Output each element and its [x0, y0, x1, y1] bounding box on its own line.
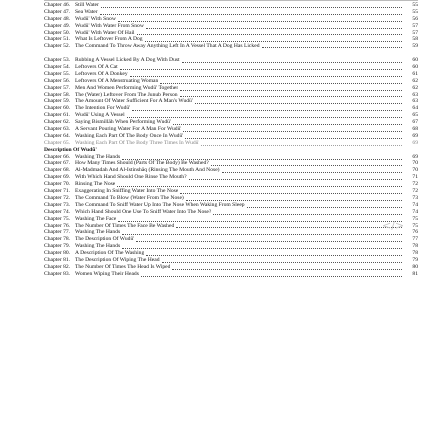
chapter-number: Chapter 82.: [44, 263, 71, 270]
chapter-title: Wudū' With Water From Snow: [75, 22, 144, 29]
chapter-number: Chapter 63.: [44, 126, 71, 133]
chapter-number: Chapter 74.: [44, 208, 71, 215]
toc-row[interactable]: [44, 257, 418, 264]
chapter-title: Women Wiping Their Heads: [75, 270, 139, 277]
toc-row[interactable]: [44, 30, 418, 37]
chapter-title: A Servant Pouring Water For A Man For Wudū': [75, 126, 182, 133]
chapter-number: Chapter 77.: [44, 229, 71, 236]
dot-leader: [222, 168, 402, 173]
toc-row[interactable]: [44, 167, 418, 174]
chapter-title: Leftovers Of A Cat: [75, 64, 118, 71]
chapter-title: Men And Women Performing Wudū' Together: [75, 84, 179, 91]
chapter-title: Washing The Hands: [75, 153, 121, 160]
chapter-title: Washing The Hands: [75, 229, 121, 236]
dot-leader: [189, 175, 402, 180]
page-number: 74: [412, 208, 418, 215]
toc-row[interactable]: [44, 43, 418, 57]
dot-leader: [182, 58, 402, 63]
dot-leader: [162, 258, 402, 263]
toc-row[interactable]: [44, 23, 418, 30]
dot-leader: [180, 92, 402, 97]
chapter-title: Washing The Face: [75, 215, 117, 222]
dot-leader: [145, 37, 402, 42]
chapter-number: Chapter 49.: [44, 22, 71, 29]
toc-row[interactable]: [44, 78, 418, 85]
chapter-title: The Command To Sniff Water Up Into The Nose When Waking From Sleep: [75, 201, 245, 208]
chapter-title: Which Hand Should One Use To Sniff Water Into The Nose?: [75, 208, 212, 215]
page-number: 65: [412, 112, 418, 119]
dot-leader: [186, 196, 402, 201]
toc-row[interactable]: [44, 85, 418, 92]
toc-row[interactable]: [44, 188, 418, 195]
chapter-title: The Number Of Times The Head Is Wiped: [75, 263, 171, 270]
toc-row[interactable]: [44, 57, 418, 64]
chapter-title: Leftovers Of A Donkey: [75, 70, 128, 77]
dot-leader: [120, 65, 402, 70]
chapter-number: Chapter 67.: [44, 160, 71, 167]
page-number: 71: [412, 174, 418, 181]
toc-row[interactable]: [44, 216, 418, 223]
toc-row[interactable]: [44, 126, 418, 133]
chapter-number: Chapter 78.: [44, 236, 71, 243]
page-number: 55: [412, 1, 418, 8]
page-number: 69: [412, 132, 418, 139]
page-number: 60: [412, 64, 418, 71]
chapter-number: Chapter 73.: [44, 201, 71, 208]
dot-leader: [180, 86, 402, 91]
dot-leader: [127, 113, 402, 118]
chapter-number: Chapter 46.: [44, 1, 71, 8]
dot-leader: [122, 230, 402, 235]
chapter-title: A Description Of The Washing: [75, 250, 145, 257]
toc-row[interactable]: [44, 154, 418, 161]
page-number: 69: [412, 153, 418, 160]
dot-leader: [118, 217, 402, 222]
dot-leader: [247, 203, 402, 208]
section-heading-text: Description Of Wudū': [44, 146, 97, 153]
dot-leader: [122, 244, 402, 249]
dot-leader: [211, 161, 402, 166]
chapter-number: Chapter 58.: [44, 91, 71, 98]
chapter-number: Chapter 54.: [44, 64, 71, 71]
chapter-number: Chapter 56.: [44, 77, 71, 84]
page-number: 78: [412, 243, 418, 250]
chapter-number: Chapter 83.: [44, 270, 71, 277]
chapter-number: Chapter 53.: [44, 57, 71, 64]
page-number: 81: [412, 270, 418, 277]
toc-row[interactable]: [44, 2, 418, 9]
chapter-title: Leftovers Of A Menstruating Woman: [75, 77, 159, 84]
page-number: 62: [412, 77, 418, 84]
page-number: 57: [412, 29, 418, 36]
toc-row[interactable]: [44, 195, 418, 202]
chapter-number: Chapter 70.: [44, 181, 71, 188]
dot-leader: [117, 182, 402, 187]
chapter-number: Chapter 79.: [44, 243, 71, 250]
page-number: 61: [412, 70, 418, 77]
chapter-title: Rinsing The Nose: [75, 181, 116, 188]
chapter-number: Chapter 62.: [44, 119, 71, 126]
toc-row[interactable]: [44, 174, 418, 181]
toc-row[interactable]: [44, 64, 418, 71]
toc-row[interactable]: [44, 236, 418, 243]
page-number: 80: [412, 263, 418, 270]
dot-leader: [201, 141, 402, 146]
chapter-number: Chapter 52.: [44, 43, 71, 50]
toc-row[interactable]: [44, 209, 418, 216]
page-number: 75: [412, 222, 418, 229]
toc-row[interactable]: [44, 92, 418, 99]
page-number: 78: [412, 250, 418, 257]
chapter-title: The (Water) Leftover From The Junub Person: [75, 91, 178, 98]
dot-leader: [101, 3, 402, 8]
chapter-number: Chapter 71.: [44, 188, 71, 195]
dot-leader: [213, 210, 402, 215]
chapter-title: Washing Each Part Of The Body Three Times In Wudū': [75, 139, 200, 146]
dot-leader: [195, 99, 402, 104]
chapter-number: Chapter 61.: [44, 112, 71, 119]
page-number: 63: [412, 91, 418, 98]
chapter-number: Chapter 65.: [44, 139, 71, 146]
toc-row[interactable]: [44, 181, 418, 188]
dot-leader: [262, 43, 403, 48]
page-number: 70: [412, 160, 418, 167]
toc-row[interactable]: [44, 16, 418, 23]
dot-leader: [132, 106, 402, 111]
toc-row[interactable]: [44, 271, 418, 278]
page-number: 72: [412, 181, 418, 188]
page-number: 64: [412, 105, 418, 112]
chapter-number: Chapter 66.: [44, 153, 71, 160]
dot-leader: [100, 10, 402, 15]
toc-row[interactable]: [44, 112, 418, 119]
chapter-title: Exaggerating In Sniffing Water Into The Nose: [75, 188, 179, 195]
toc-row[interactable]: [44, 202, 418, 209]
toc-row[interactable]: [44, 9, 418, 16]
page-number: 70: [412, 167, 418, 174]
watermark-code-icon: </>: [382, 219, 405, 232]
section-heading: [44, 147, 418, 154]
chapter-title: With Which Hand Should One Rinse The Mouth?: [75, 174, 187, 181]
dot-leader: [176, 223, 402, 228]
page-number: 58: [412, 36, 418, 43]
chapter-title: Still Water: [75, 1, 99, 8]
toc-row[interactable]: [44, 71, 418, 78]
page-number: 75: [412, 215, 418, 222]
toc-row[interactable]: [44, 243, 418, 250]
chapter-number: Chapter 51.: [44, 36, 71, 43]
toc-row[interactable]: [44, 119, 418, 126]
dot-leader: [146, 24, 402, 29]
page-number: 59: [412, 43, 418, 50]
chapter-number: Chapter 69.: [44, 174, 71, 181]
chapter-title: Rubbing A Vessel Licked By A Dog With Dust: [75, 57, 180, 64]
chapter-number: Chapter 64.: [44, 132, 71, 139]
chapter-title: Wudū' With Snow: [75, 15, 116, 22]
dot-leader: [185, 134, 402, 139]
chapter-number: Chapter 50.: [44, 29, 71, 36]
page-number: 68: [412, 126, 418, 133]
page-number: 60: [412, 57, 418, 64]
chapter-number: Chapter 47.: [44, 8, 71, 15]
dot-leader: [160, 79, 402, 84]
dot-leader: [172, 265, 402, 270]
page-number: 56: [412, 15, 418, 22]
toc-row[interactable]: [44, 98, 418, 105]
toc-row[interactable]: [44, 223, 418, 230]
dot-leader: [122, 155, 402, 160]
chapter-title: How Many Times Should (Parts Of The Body) Be Washed?: [75, 160, 209, 167]
chapter-title: Washing Each Part Of The Body Once In Wudū': [75, 132, 184, 139]
chapter-title: Wudū' Using A Vessel: [75, 112, 125, 119]
dot-leader: [141, 272, 402, 277]
toc-row[interactable]: [44, 36, 418, 43]
dot-leader: [146, 251, 402, 256]
chapter-number: Chapter 55.: [44, 70, 71, 77]
page-number: 55: [412, 8, 418, 15]
chapter-title: Wudū' With Water Of Hail: [75, 29, 135, 36]
page-number: 57: [412, 22, 418, 29]
page-number: 69: [412, 139, 418, 146]
dot-leader: [136, 237, 402, 242]
chapter-title: Washing The Hands: [75, 243, 121, 250]
chapter-title: The Description Of Wudū': [75, 236, 135, 243]
chapter-number: Chapter 81.: [44, 256, 71, 263]
page-number: 74: [412, 201, 418, 208]
dot-leader: [137, 30, 402, 35]
page-number: 72: [412, 188, 418, 195]
chapter-title: The Amount Of Water Sufficient For A Man's Wudū': [75, 98, 193, 105]
dot-leader: [180, 189, 402, 194]
chapter-title: What Is Leftover From A Dog: [75, 36, 143, 43]
chapter-title: The Command To Blow (Water From The Nose): [75, 194, 184, 201]
page-number: 62: [412, 84, 418, 91]
page-number: 67: [412, 119, 418, 126]
toc-row[interactable]: [44, 140, 418, 147]
chapter-title: The Intention For Wudū': [75, 105, 131, 112]
dot-leader: [130, 72, 402, 77]
toc-row[interactable]: [44, 105, 418, 112]
chapter-title: Sea Water: [75, 8, 98, 15]
toc-row[interactable]: [44, 264, 418, 271]
chapter-number: Chapter 80.: [44, 250, 71, 257]
page-number: 77: [412, 236, 418, 243]
dot-leader: [118, 17, 402, 22]
chapter-title: The Description Of Wiping The Head: [75, 256, 160, 263]
page-number: 76: [412, 229, 418, 236]
chapter-number: Chapter 57.: [44, 84, 71, 91]
toc-row[interactable]: [44, 161, 418, 168]
top-rule: [44, 0, 418, 1]
chapter-number: Chapter 72.: [44, 194, 71, 201]
toc-row[interactable]: [44, 250, 418, 257]
chapter-title: Saying Bismillāh When Performing Wudū': [75, 119, 171, 126]
toc-row[interactable]: [44, 133, 418, 140]
page-number: 79: [412, 256, 418, 263]
page-number: 63: [412, 98, 418, 105]
toc-row[interactable]: [44, 229, 418, 236]
chapter-number: Chapter 60.: [44, 105, 71, 112]
dot-leader: [173, 120, 402, 125]
chapter-title: The Number Of Times The Face Be Washed: [75, 222, 175, 229]
chapter-number: Chapter 68.: [44, 167, 71, 174]
chapter-title: Al-Madmadah And Al-Istinshāq (Rinsing The Mouth And Nose): [75, 167, 220, 174]
chapter-number: Chapter 75.: [44, 215, 71, 222]
chapter-title: The Command To Throw Away Anything Left In A Vessel That A Dog Has Licked: [75, 43, 260, 50]
chapter-number: Chapter 48.: [44, 15, 71, 22]
chapter-number: Chapter 76.: [44, 222, 71, 229]
chapter-number: Chapter 59.: [44, 98, 71, 105]
dot-leader: [183, 127, 402, 132]
page-number: 73: [412, 194, 418, 201]
